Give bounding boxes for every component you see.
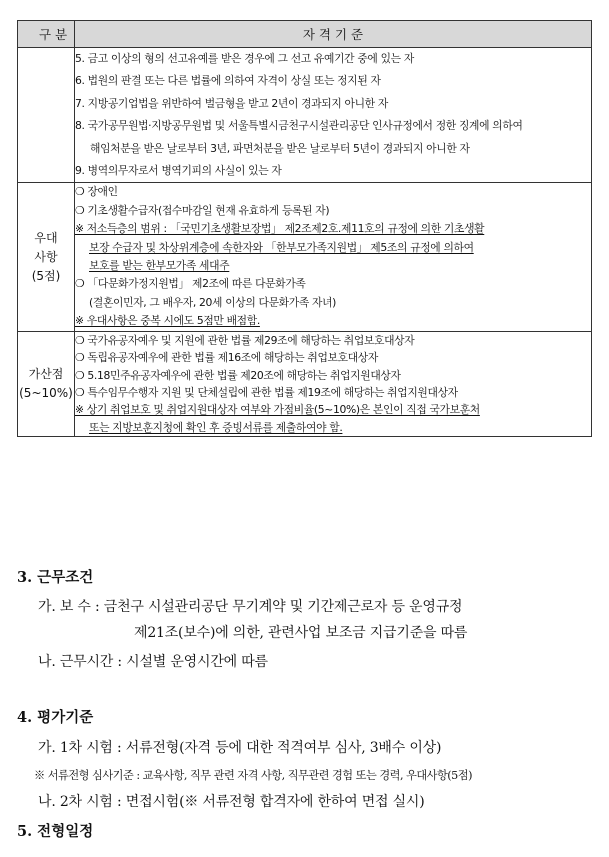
preferential-item: ❍ 장애인 [75,185,118,199]
low-income-note-cont: 보호를 받는 한부모가족 세대주 [89,259,230,273]
disqualification-item: 7. 지방공기업법을 위반하여 벌금형을 받고 2년이 경과되지 아니한 자 [75,96,388,110]
qualification-table [17,20,592,437]
preferential-item: ❍ 기초생활수급자(접수마감일 현재 유효하게 등록된 자) [75,203,330,217]
preferential-label-points: (5점) [31,268,61,283]
disqualification-item: 6. 법원의 판결 또는 다른 법률에 의하여 자격이 상실 또는 정지된 자 [75,74,381,88]
verification-note-cont: 또는 지방보훈지청에 확인 후 증빙서류를 제출하여야 함. [89,420,343,434]
header-category: 구 분 [18,21,75,48]
preferential-label [18,183,75,331]
additional-points-label [18,331,75,436]
additional-points-row [18,331,592,436]
additional-label-percent: (5~10%) [19,385,73,400]
preferential-item: ❍ 「다문화가정지원법」 제2조에 따른 다문화가족 [75,277,306,291]
disqualification-item-cont: 해임처분을 받은 날로부터 3년, 파면처분을 받은 날로부터 5년이 경과되지 아니한 자 [90,141,470,155]
section-5-title: 5. 전형일정 [17,823,94,840]
first-exam: 가. 1차 시험 : 서류전형(자격 등에 대한 적격여부 심사, 3배수 이상) [38,740,442,756]
disqualification-item: 9. 병역의무자로서 병역기피의 사실이 있는 자 [75,164,282,178]
section-3-title: 3. 근무조건 [17,569,94,586]
low-income-note-cont: 보장 수급자 및 차상위계층에 속한자와 「한부모가족지원법」 제5조의 규정에 의하여 [89,240,474,254]
additional-item: ❍ 5.18민주유공자예우에 관한 법률 제20조에 해당하는 취업지원대상자 [75,368,401,382]
additional-label-line: 가산점 [28,366,64,381]
additional-item: ❍ 특수임무수행자 지원 및 단체설립에 관한 법률 제19조에 해당하는 취업지원대상자 [75,385,458,399]
screening-criteria-note: ※ 서류전형 심사기준 : 교육사항, 직무 관련 자격 사항, 직무관련 경험 또는 경력, 우대사항(5점) [34,769,472,782]
section-4-title: 4. 평가기준 [17,709,94,726]
verification-note: ※ 상기 취업보호 및 취업지원대상자 여부와 가점비율(5~10%)은 본인이 직접 국가보훈처 [75,403,480,417]
additional-item: ❍ 국가유공자예우 및 지원에 관한 법률 제29조에 해당하는 취업보호대상자 [75,333,415,347]
pay-line-cont: 제21조(보수)에 의한, 관련사업 보조금 지급기준을 따름 [134,625,468,641]
disqualification-row [18,48,592,183]
disqualification-item: 5. 금고 이상의 형의 선고유예를 받은 경우에 그 선고 유예기간 중에 있는 자 [75,52,414,65]
pay-line: 가. 보 수 : 금천구 시설관리공단 무기계약 및 기간제근로자 등 운영규정 [38,599,463,615]
disqualification-list [75,48,592,183]
table-header-row [18,21,592,48]
additional-item: ❍ 독립유공자예우에 관한 법률 제16조에 해당하는 취업보호대상자 [75,351,378,365]
preferential-list [75,183,592,331]
preferential-row [18,183,592,331]
preferential-label-line: 사항 [34,249,58,264]
second-exam: 나. 2차 시험 : 면접시험(※ 서류전형 합격자에 한하여 면접 실시) [38,794,425,810]
working-hours: 나. 근무시간 : 시설별 운영시간에 따름 [38,654,268,670]
duplicate-points-note: ※ 우대사항은 중복 시에도 5점만 배점함. [75,314,260,328]
preferential-label-line: 우대 [34,230,58,245]
header-criteria: 자 격 기 준 [75,21,592,48]
multicultural-detail: (결혼이민자, 그 배우자, 20세 이상의 다문화가족 자녀) [89,295,337,309]
additional-points-list [75,331,592,436]
disqualification-item: 8. 국가공무원법·지방공무원법 및 서울특별시금천구시설관리공단 인사규정에서 정한 징계에 의하여 [75,119,523,133]
disqualification-label-cell [18,48,75,183]
low-income-note: ※ 저소득층의 범위 : 「국민기초생활보장법」 제2조제2호.제11호의 규정에 의한 기초생활 [75,222,485,236]
